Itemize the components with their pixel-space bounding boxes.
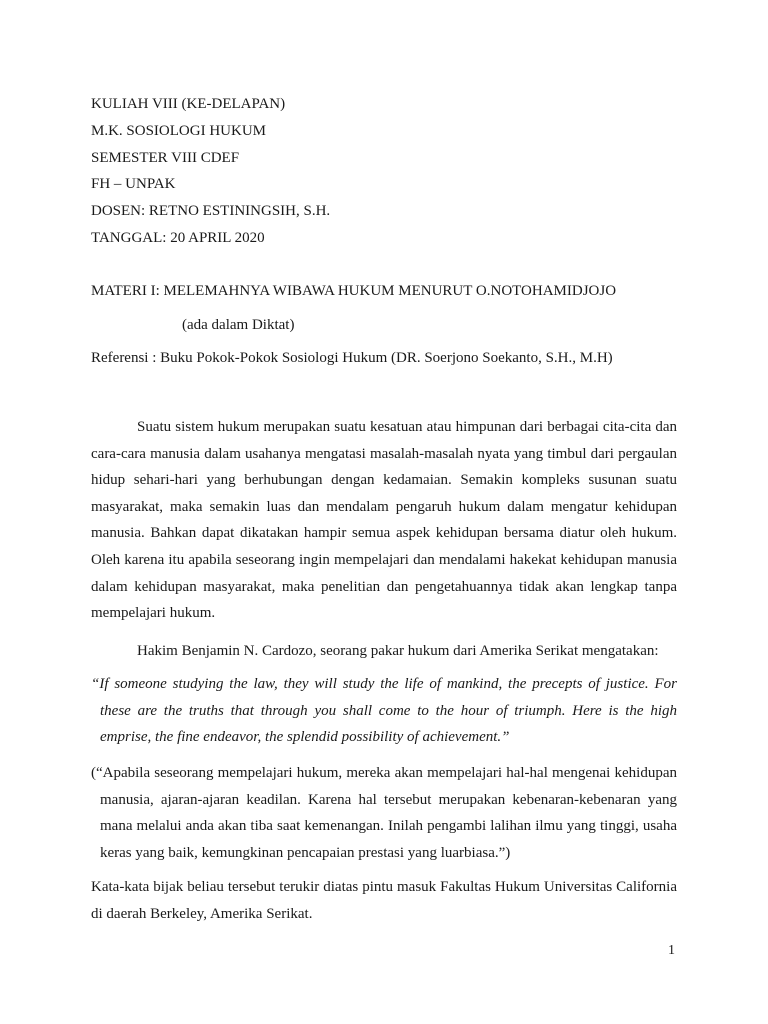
reference-line: Referensi : Buku Pokok-Pokok Sosiologi Hukum (DR. Soerjono Soekanto, S.H., M.H) [91, 350, 613, 366]
quote-indonesian: (“Apabila seseorang mempelajari hukum, mereka akan mempelajari hal-hal mengenai kehidupan manusia, ajaran-ajaran keadilan. Karena hal tersebut merupakan kebenaran-kebenaran yang mana melalui anda akan tiba saat kemenangan. Inilah pengambi lalihan ilmu yang tinggi, usaha keras yang baik, kemungkinan pencapaian prestasi yang luarbiasa.”) [91, 765, 677, 861]
quote-english: “If someone studying the law, they will study the life of mankind, the precepts of justice. For these are the truths that through you shall come to the hour of triumph. Here is the high emprise, the fine endeavor, the splendid possibility of achievement.” [91, 676, 677, 745]
materi-title: MATERI I: MELEMAHNYA WIBAWA HUKUM MENURUT O.NOTOHAMIDJOJO [91, 283, 617, 299]
materi-note: (ada dalam Diktat) [182, 317, 295, 333]
header-course: M.K. SOSIOLOGI HUKUM [91, 122, 267, 139]
page-number: 1 [668, 943, 675, 958]
header-lecturer: DOSEN: RETNO ESTININGSIH, S.H. [91, 203, 331, 220]
body-paragraph-2: Hakim Benjamin N. Cardozo, seorang pakar hukum dari Amerika Serikat mengatakan: [137, 643, 659, 659]
header-faculty: FH – UNPAK [91, 176, 176, 193]
header-semester: SEMESTER VIII CDEF [91, 149, 240, 166]
header-date: TANGGAL: 20 APRIL 2020 [91, 229, 265, 246]
course-header [91, 91, 691, 252]
body-paragraph-1: Suatu sistem hukum merupakan suatu kesatuan atau himpunan dari berbagai cita-cita dan cara-cara manusia dalam usahanya mengatasi masalah-masalah nyata yang timbul dari pergaulan hidup sehari-hari yang berhubungan dengan kedamaian. Semakin kompleks susunan suatu masyarakat, maka semakin luas dan mendalam pengaruh hukum dalam mengatur kehidupan manusia. Bahkan dapat dikatakan hampir semua aspek kehidupan bersama diatur oleh hukum. Oleh karena itu apabila seseorang ingin mempelajari dan mendalami hakekat kehidupan manusia dalam kehidupan masyarakat, maka penelitian dan pengetahuannya tidak akan lengkap tanpa mempelajari hukum. [91, 419, 677, 622]
header-lecture: KULIAH VIII (KE-DELAPAN) [91, 96, 286, 112]
body-paragraph-last: Kata-kata bijak beliau tersebut terukir diatas pintu masuk Fakultas Hukum Universitas California di daerah Berkeley, Amerika Serikat. [91, 879, 677, 922]
